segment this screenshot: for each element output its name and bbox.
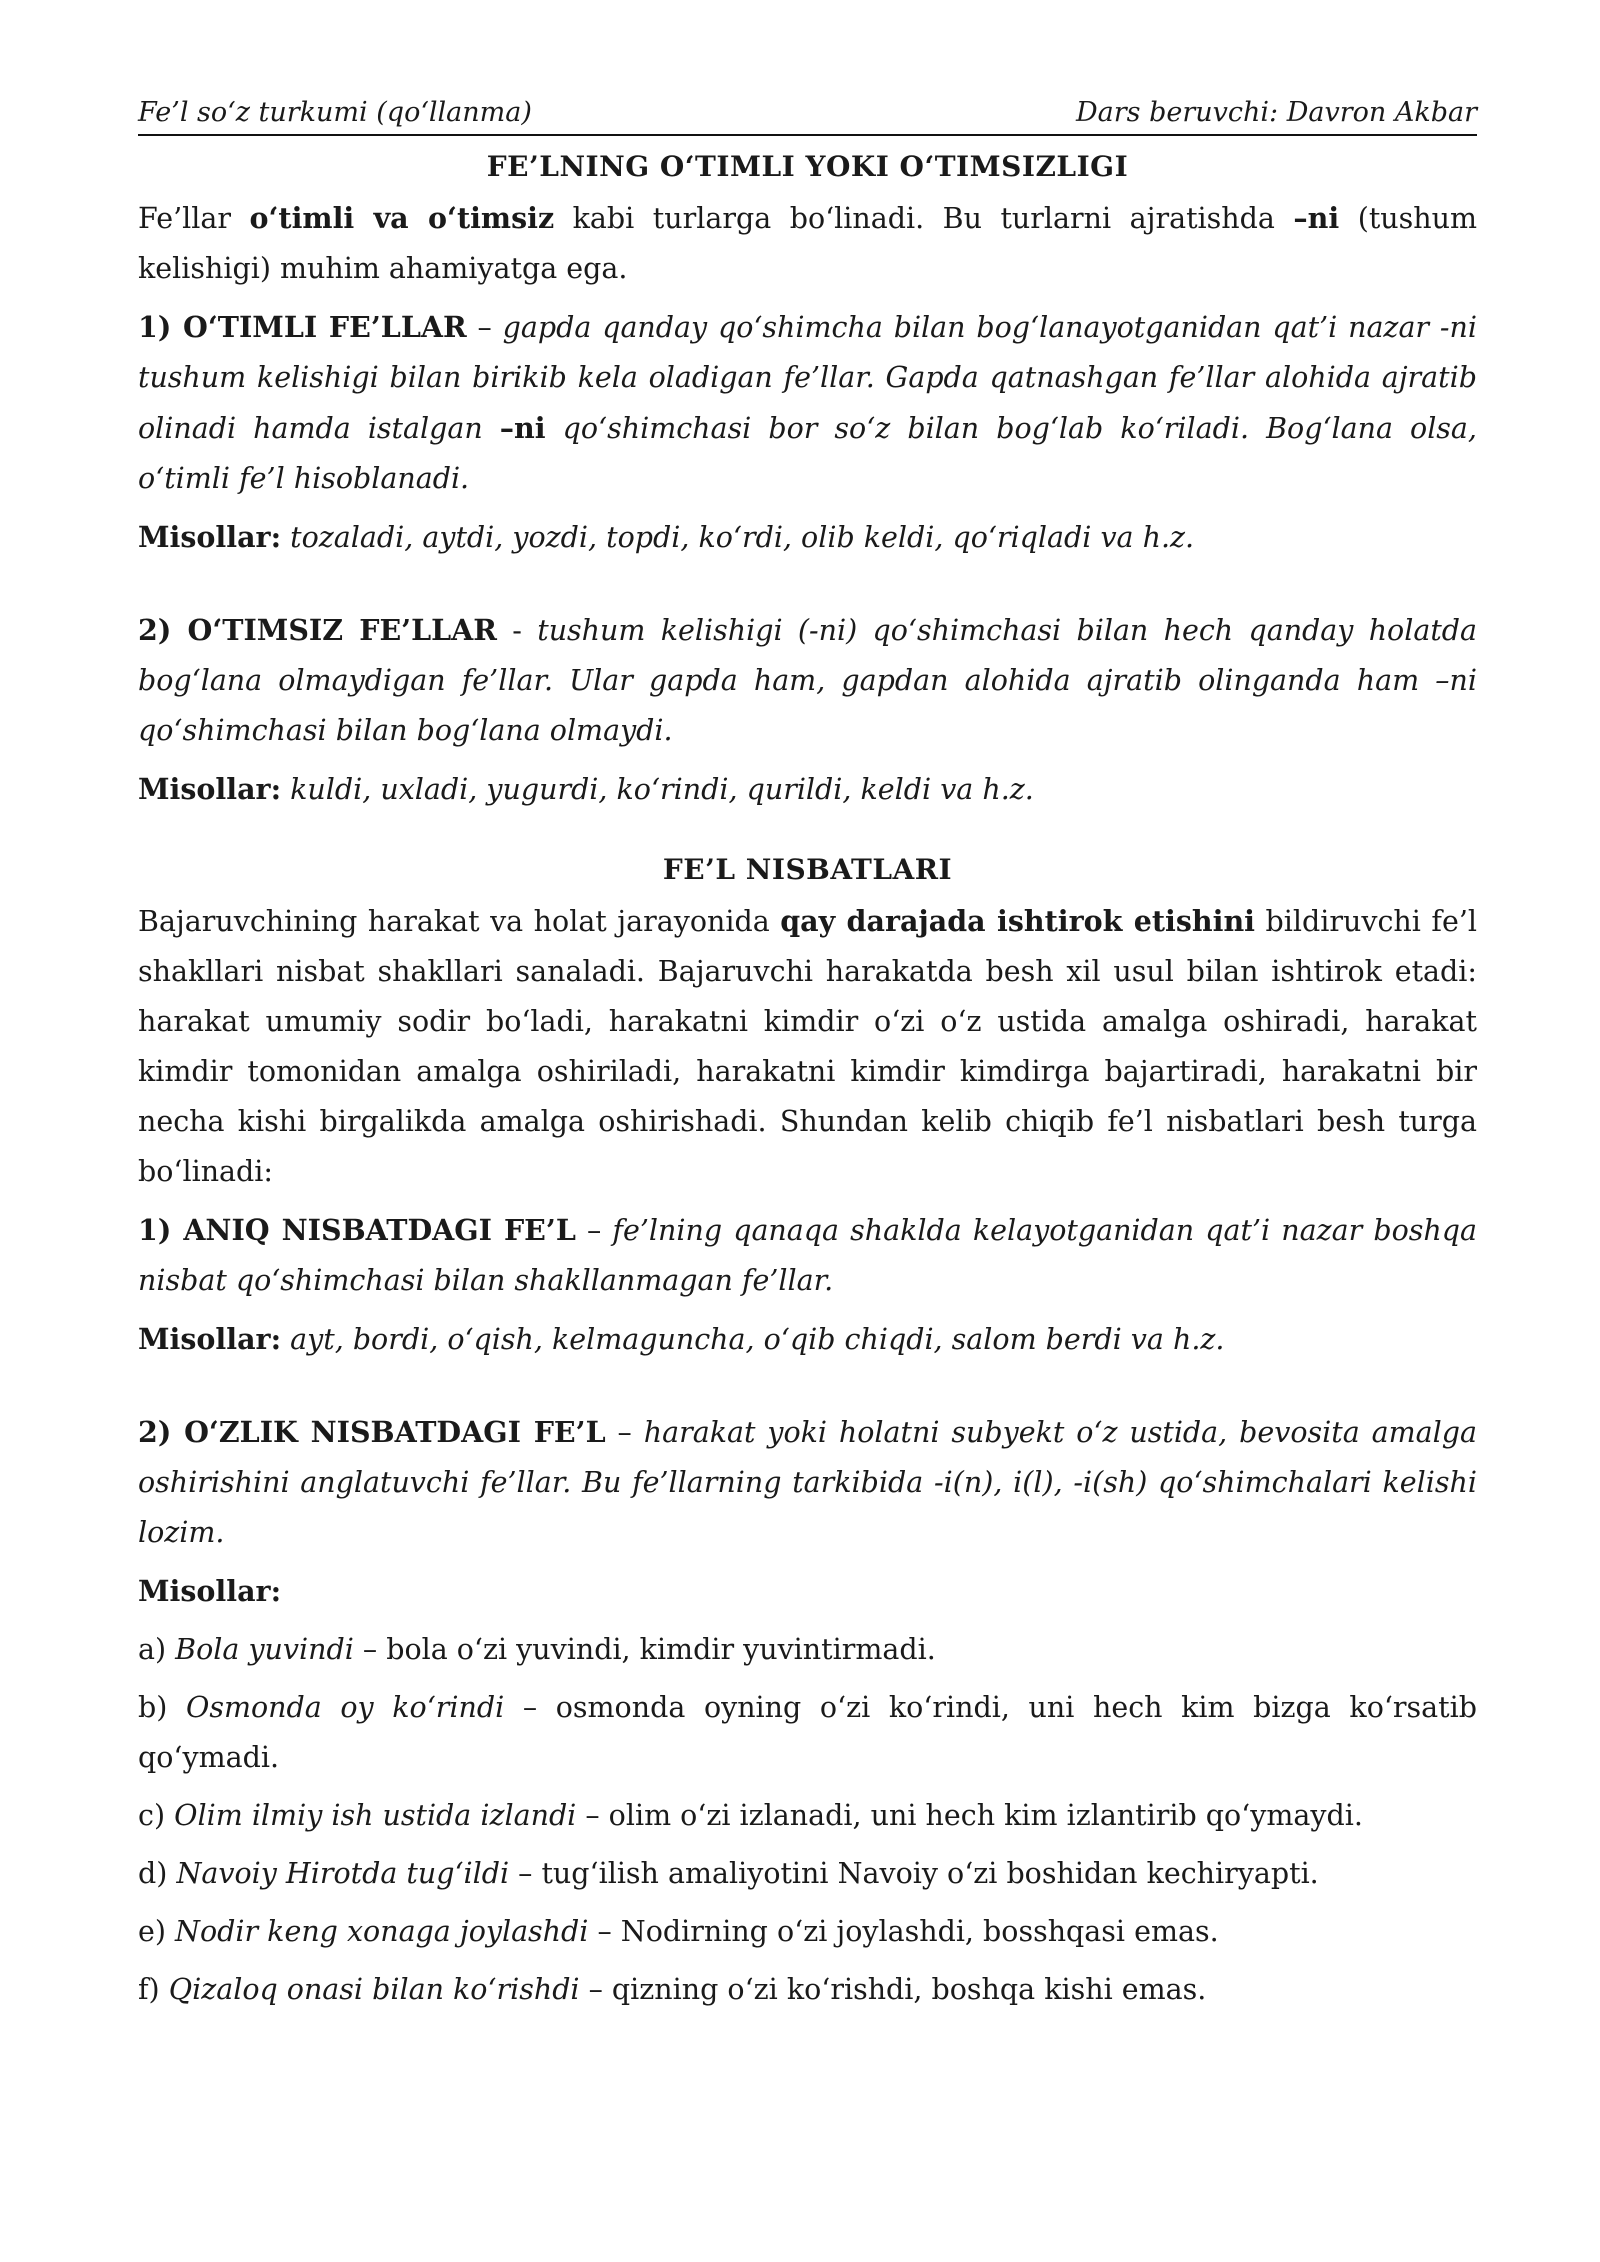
list-item: b) Osmonda oy ko‘rindi – osmonda oyning o‘zi ko‘rindi, uni hech kim bizga ko‘rsatib qo‘ymadi. <box>138 1691 1477 1774</box>
reflexive-examples-label: Misollar: <box>138 1574 282 1608</box>
list-item: a) Bola yuvindi – bola o‘zi yuvindi, kimdir yuvintirmadi. <box>138 1633 936 1666</box>
intransitive-examples: Misollar: kuldi, uxladi, yugurdi, ko‘rindi, qurildi, keldi va h.z. <box>138 772 1034 806</box>
intransitive-verbs-definition: 2) O‘TIMSIZ FE’LLAR - tushum kelishigi (-ni) qo‘shimchasi bilan hech qanday holatda bog‘lana olmaydigan fe’llar. Ular gapda ham, gapdan alohida ajratib olinganda ham –ni qo‘shimchasi bilan bog‘lana olmaydi. <box>138 613 1478 747</box>
running-header <box>138 96 1477 136</box>
document-page <box>138 96 1477 2015</box>
list-item: d) Navoiy Hirotda tug‘ildi – tug‘ilish amaliyotini Navoiy o‘zi boshidan kechiryapti. <box>138 1857 1319 1890</box>
section-title-transitivity: FE’LNING O‘TIMLI YOKI O‘TIMSIZLIGI <box>486 150 1129 183</box>
active-voice-examples: Misollar: ayt, bordi, o‘qish, kelmaguncha, o‘qib chiqdi, salom berdi va h.z. <box>138 1322 1225 1356</box>
section-title-voice: FE’L NISBATLARI <box>662 853 953 886</box>
active-voice-definition: 1) ANIQ NISBATDAGI FE’L – fe’lning qanaqa shaklda kelayotganidan qat’i nazar boshqa nisbat qo‘shimchasi bilan shakllanmagan fe’llar. <box>138 1213 1477 1297</box>
reflexive-examples-list <box>138 1625 1477 2015</box>
transitivity-intro: Fe’llar o‘timli va o‘timsiz kabi turlarga bo‘linadi. Bu turlarni ajratishda –ni (tushum kelishigi) muhim ahamiyatga ega. <box>138 201 1477 285</box>
transitive-examples: Misollar: tozaladi, aytdi, yozdi, topdi, ko‘rdi, olib keldi, qo‘riqladi va h.z. <box>138 520 1195 554</box>
header-title: Fe’l so‘z turkumi (qo‘llanma) <box>138 97 532 128</box>
list-item: f) Qizaloq onasi bilan ko‘rishdi – qizning o‘zi ko‘rishdi, boshqa kishi emas. <box>138 1973 1207 2006</box>
list-item: e) Nodir keng xonaga joylashdi – Nodirning o‘zi joylashdi, bosshqasi emas. <box>138 1915 1219 1948</box>
transitive-verbs-definition: 1) O‘TIMLI FE’LLAR – gapda qanday qo‘shimcha bilan bog‘lanayotganidan qat’i nazar -ni tushum kelishigi bilan birikib kela oladigan fe’llar. Gapda qatnashgan fe’llar alohida ajratib olinadi hamda istalgan –ni qo‘shimchasi bor so‘z bilan bog‘lab ko‘riladi. Bog‘lana olsa, o‘timli fe’l hisoblanadi. <box>138 310 1478 495</box>
header-author: Dars beruvchi: Davron Akbar <box>1075 97 1477 128</box>
voice-intro: Bajaruvchining harakat va holat jarayonida qay darajada ishtirok etishini bildiruvchi fe’l shakllari nisbat shakllari sanaladi. Bajaruvchi harakatda besh xil usul bilan ishtirok etadi: harakat umumiy sodir bo‘ladi, harakatni kimdir o‘zi o‘z ustida amalga oshiradi, harakat kimdir tomonidan amalga oshiriladi, harakatni kimdir kimdirga bajartiradi, harakatni bir necha kishi birgalikda amalga oshirishadi. Shundan kelib chiqib fe’l nisbatlari besh turga bo‘linadi: <box>138 904 1477 1188</box>
list-item: c) Olim ilmiy ish ustida izlandi – olim o‘zi izlanadi, uni hech kim izlantirib qo‘ymaydi. <box>138 1799 1363 1832</box>
reflexive-voice-definition: 2) O‘ZLIK NISBATDAGI FE’L – harakat yoki holatni subyekt o‘z ustida, bevosita amalga oshirishini anglatuvchi fe’llar. Bu fe’llarning tarkibida -i(n), i(l), -i(sh) qo‘shimchalari kelishi lozim. <box>138 1415 1477 1549</box>
